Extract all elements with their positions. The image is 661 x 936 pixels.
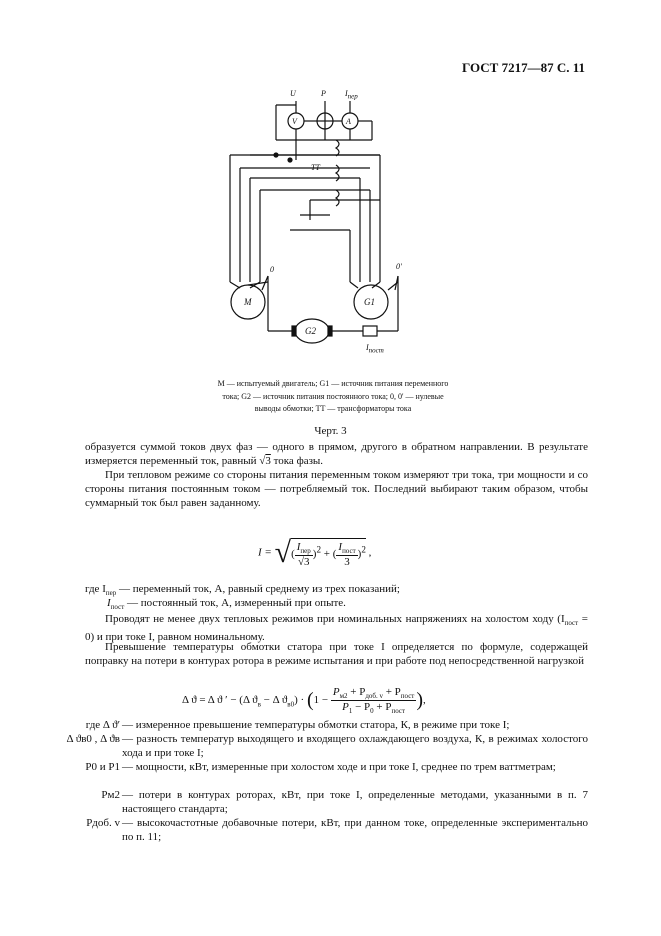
- label-V: V: [292, 117, 297, 126]
- def-term: Pм2: [101, 789, 120, 801]
- figure-title: Черт. 3: [314, 425, 347, 437]
- def-term: P0 и P1: [85, 761, 120, 773]
- def-term: Pдоб. v: [86, 817, 120, 829]
- def-term: где Δ ϑ′: [85, 719, 120, 731]
- figure-caption: [168, 378, 498, 416]
- label-G2: G2: [305, 326, 316, 336]
- circuit-diagram: [0, 0, 661, 380]
- formula-current: I = √( $\frac{I_{пер}}{√3}$ )$^2$ + ( $\frac{I_{пост}}{3}$ )$^2$ ,: [258, 536, 372, 569]
- label-zero-prime: 0': [396, 262, 402, 271]
- label-I-per: $I_{пер}$: [345, 89, 358, 101]
- label-zero: 0: [270, 265, 274, 274]
- label-A: A: [346, 117, 351, 126]
- def-body: — потери в контурах роторах, кВт, при токе I, определенные методами, указанными в п. 7 настоящего стандарта;: [122, 789, 588, 815]
- def-body: — разность температур выходящего и входящего охлаждающего воздуха, К, в режимах холостого хода и при токе I;: [122, 733, 588, 759]
- paragraph: Превышение температуры обмотки статора при токе I определяется по формуле, содержащей поправку на потери в контурах ротора в режиме испытания и при работе под непосредственной нагрузкой: [85, 641, 588, 667]
- def-body: — измеренное превышение температуры обмотки статора, К, в режиме при токе I;: [122, 719, 510, 731]
- page-header: ГОСТ 7217—87 С. 11: [462, 60, 585, 75]
- definitions-2: [0, 718, 661, 858]
- label-I-post: $I_{пост}$: [366, 343, 384, 355]
- paragraph: Проводят не менее двух тепловых режимов при номинальных напряжениях на холостом ходу $(I_{пост} = 0)$ и при токе I, равном номинальному.: [85, 613, 588, 644]
- label-P: P: [321, 89, 326, 98]
- def-body: — высокочастотные добавочные потери, кВт, при данном токе, определенные экспериментально по п. 11;: [122, 817, 588, 843]
- label-U: U: [290, 89, 296, 98]
- caption-line: тока; G2 — источник питания постоянного тока; 0, 0' — нулевые: [222, 391, 444, 401]
- dc-ammeter-shunt-icon: [363, 326, 377, 336]
- def-body: — мощности, кВт, измеренные при холостом ходе и при токе I, среднее по трем ваттметрам;: [122, 761, 556, 773]
- label-M: M: [244, 297, 252, 307]
- label-G1: G1: [364, 297, 375, 307]
- paragraph: образуется суммой токов двух фаз — одного в прямом, другого в обратном направлении. В результате измеряется переменный ток, равный √3 тока фазы.: [85, 441, 588, 467]
- formula-temperature: Δ ϑ = Δ ϑ ′ − (Δ $ϑ_в - \Delta$ $ϑ_{в0}) \cdot (1$ − $\frac{P_{м2} + P_{доб. v} + P_{пост}}{P_1 - P_0 + P_{пост}}$ ),: [182, 686, 426, 716]
- label-TT: TT: [311, 163, 320, 172]
- caption-line: M — испытуемый двигатель; G1 — источник питания переменного: [217, 379, 449, 388]
- definitions-1: где $I_{пер}$ — переменный ток, А, равный среднему из трех показаний; $I_{пост}$ — постоянный ток, А, измеренный при опыте.: [85, 583, 400, 612]
- def-term: Δ ϑв0 , Δ ϑв: [66, 733, 120, 745]
- caption-line: выводы обмотки; TT — трансформаторы тока: [254, 404, 412, 413]
- paragraph: При тепловом режиме со стороны питания переменным током измеряют три тока, три мощности и со стороны питания постоянным током — потребляемый ток. Последний выбирают таким образом, чтобы суммарный ток был равен заданному.: [85, 469, 588, 509]
